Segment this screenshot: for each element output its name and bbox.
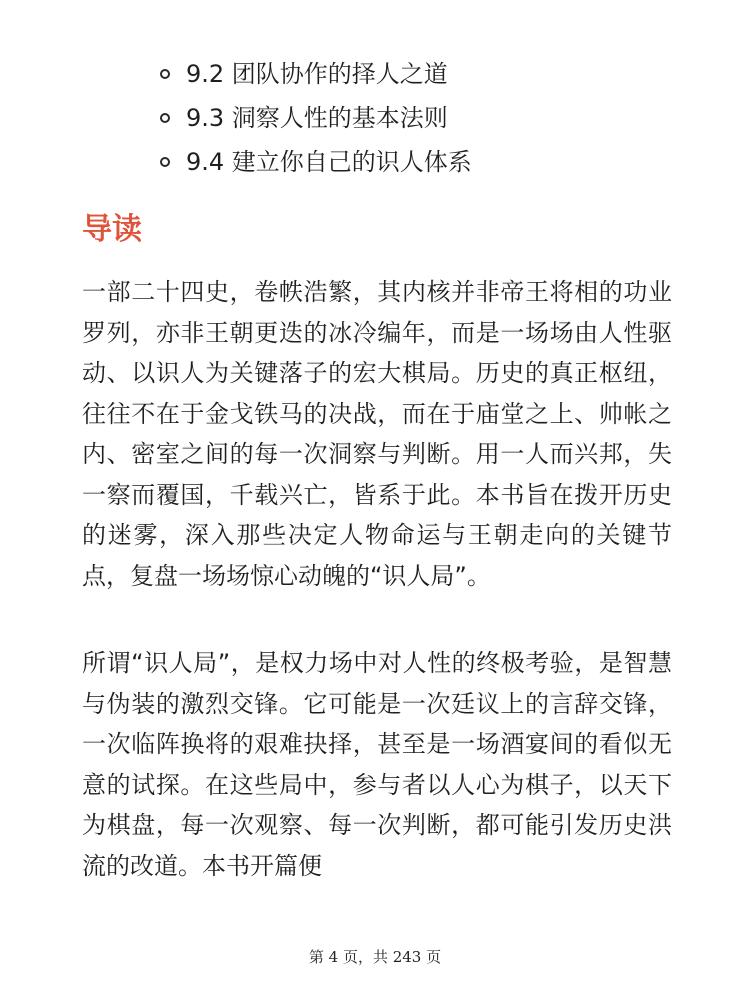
toc-item-label: 9.2 团队协作的择人之道 — [186, 60, 448, 88]
toc-item-label: 9.4 建立你自己的识人体系 — [186, 148, 472, 176]
hollow-circle-bullet-icon — [160, 157, 170, 167]
table-of-contents-list — [160, 52, 472, 184]
hollow-circle-bullet-icon — [160, 113, 170, 123]
page-number-footer: 第 4 页，共 243 页 — [308, 948, 442, 966]
toc-item-label: 9.3 洞察人性的基本法则 — [186, 104, 448, 132]
body-paragraph: 一部二十四史，卷帙浩繁，其内核并非帝王将相的功业罗列，亦非王朝更迭的冰冷编年，而是一场场由人性驱动、以识人为关键落子的宏大棋局。历史的真正枢纽，往往不在于金戈铁马的决战，而在于庙堂之上、帅帐之内、密室之间的每一次洞察与判断。用一人而兴邦，失一察而覆国，千载兴亡，皆系于此。本书旨在拨开历史的迷雾，深入那些决定人物命运与王朝走向的关键节点，复盘一场场惊心动魄的“识人局”。 — [82, 278, 672, 590]
toc-item-9-3[interactable] — [160, 96, 472, 140]
toc-item-9-4[interactable] — [160, 140, 472, 184]
section-heading: 导读 — [82, 212, 142, 247]
body-paragraph: 所谓“识人局”，是权力场中对人性的终极考验，是智慧与伪装的激烈交锋。它可能是一次廷议上的言辞交锋，一次临阵换将的艰难抉择，甚至是一场酒宴间的看似无意的试探。在这些局中，参与者以人心为棋子，以天下为棋盘，每一次观察、每一次判断，都可能引发历史洪流的改道。本书开篇便 — [82, 649, 672, 880]
toc-item-9-2[interactable] — [160, 52, 472, 96]
hollow-circle-bullet-icon — [160, 69, 170, 79]
